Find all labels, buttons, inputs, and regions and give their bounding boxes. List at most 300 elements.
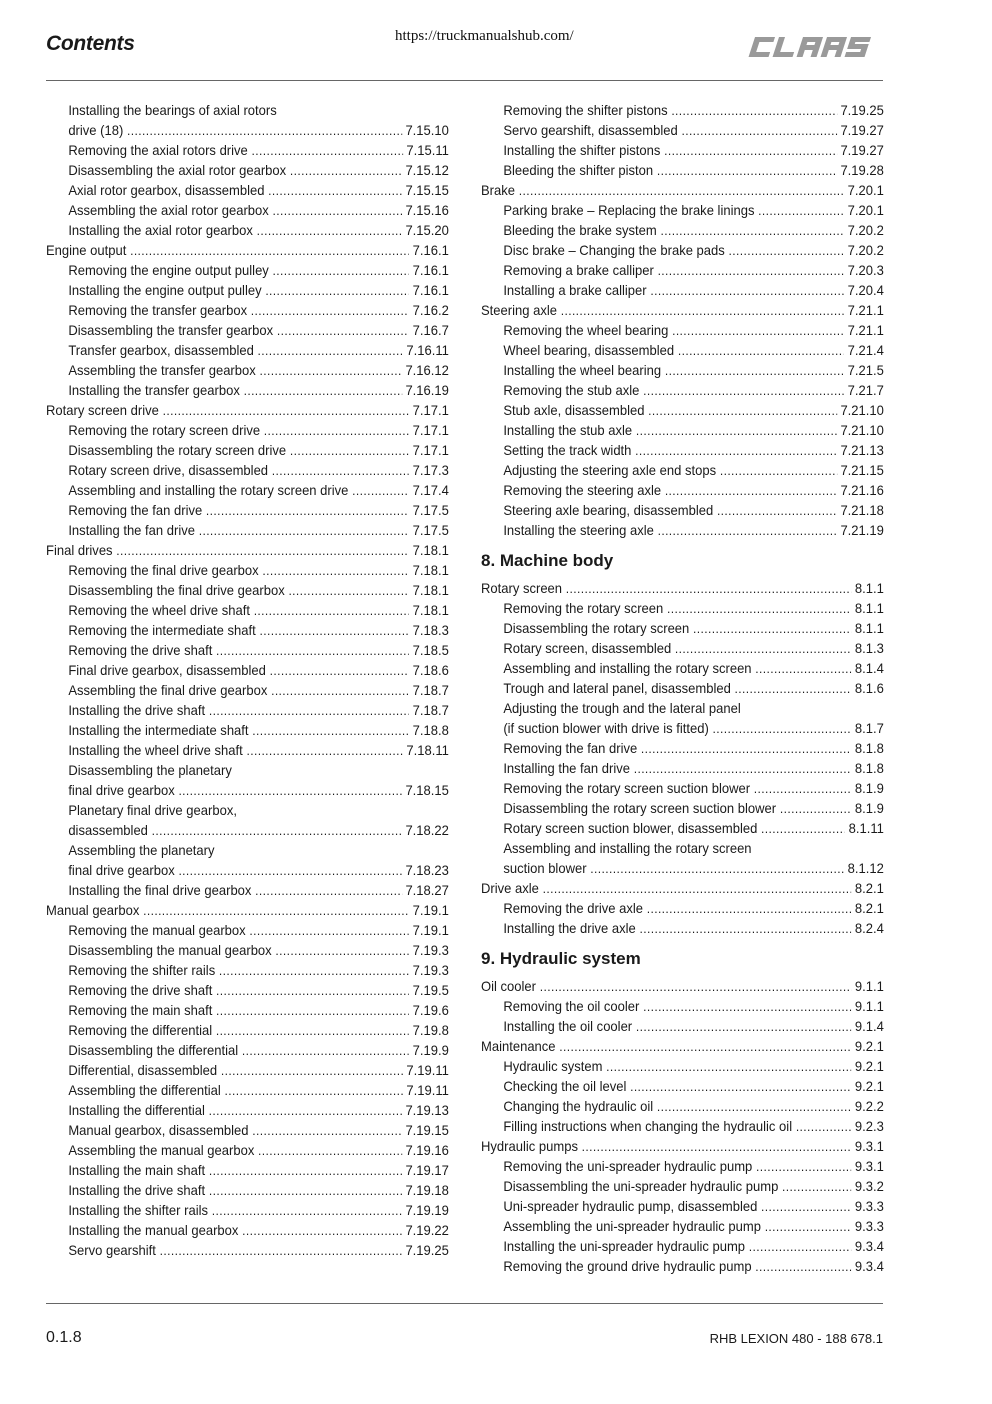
dot-leader	[713, 718, 852, 738]
dot-leader	[273, 260, 409, 280]
toc-entry-page: 7.17.1	[412, 442, 449, 458]
toc-entry-page: 9.2.3	[854, 1118, 884, 1134]
toc-entry-page: 7.21.4	[847, 342, 884, 358]
toc-entry-title: Assembling the transfer gearbox	[68, 362, 256, 378]
page-number: 0.1.8	[46, 1329, 82, 1346]
toc-entry-sub[interactable]	[481, 520, 884, 540]
toc-entry-sub[interactable]	[46, 980, 449, 1000]
toc-entry-sub[interactable]	[46, 420, 449, 440]
toc-entry-title: Removing a brake calliper	[503, 262, 654, 278]
toc-entry-sub[interactable]	[46, 1200, 449, 1220]
toc-entry-title: Engine output	[46, 242, 127, 258]
dot-leader	[681, 120, 836, 140]
toc-entry-title: Uni-spreader hydraulic pump, disassembled	[503, 1198, 758, 1214]
dot-leader	[658, 520, 837, 540]
toc-entry-sub[interactable]	[481, 500, 884, 520]
toc-entry-sub[interactable]	[481, 100, 884, 120]
toc-entry-title: Removing the manual gearbox	[68, 922, 246, 938]
toc-entry-sub[interactable]	[46, 1000, 449, 1020]
toc-entry-sub[interactable]	[46, 1080, 449, 1100]
toc-entry-sub[interactable]	[481, 638, 884, 658]
toc-entry-page: 7.18.3	[412, 622, 449, 638]
toc-entry-title: Assembling the planetary	[68, 842, 215, 858]
toc-entry-main[interactable]	[46, 900, 449, 920]
toc-entry-page: 7.15.15	[405, 182, 449, 198]
toc-entry-sub[interactable]	[46, 660, 449, 680]
toc-entry-page: 8.1.9	[854, 800, 884, 816]
toc-entry-sub[interactable]	[481, 1156, 884, 1176]
dot-leader	[257, 220, 402, 240]
toc-entry-sub[interactable]	[46, 640, 449, 660]
toc-entry-page: 7.21.16	[840, 482, 884, 498]
dot-leader	[259, 360, 401, 380]
toc-entry-main[interactable]	[46, 400, 449, 420]
toc-entry-sub[interactable]	[46, 1220, 449, 1240]
dot-leader	[754, 778, 851, 798]
toc-entry-title: Removing the fan drive	[503, 740, 638, 756]
toc-entry-title: Assembling and installing the rotary screen	[503, 660, 752, 676]
dot-leader	[765, 1216, 852, 1236]
toc-entry-sub[interactable]	[46, 1060, 449, 1080]
toc-entry-sub[interactable]	[46, 300, 449, 320]
dot-leader	[352, 480, 409, 500]
toc-entry-title: Removing the drive shaft	[68, 642, 213, 658]
toc-entry-title: Setting the track width	[503, 442, 632, 458]
toc-entry-sub[interactable]	[481, 1256, 884, 1276]
toc-entry-main[interactable]	[481, 976, 884, 996]
toc-entry-sub[interactable]	[46, 1100, 449, 1120]
toc-entry-sub[interactable]	[46, 880, 449, 900]
toc-entry-sub[interactable]	[46, 840, 449, 860]
toc-entry-page: 9.3.1	[854, 1158, 884, 1174]
toc-entry-page: 8.1.12	[847, 860, 884, 876]
dot-leader	[636, 420, 837, 440]
toc-entry-title: Parking brake – Replacing the brake linings	[503, 202, 755, 218]
toc-entry-sub[interactable]	[481, 658, 884, 678]
toc-entry-title: Wheel bearing, disassembled	[503, 342, 675, 358]
dot-leader	[729, 240, 844, 260]
toc-entry-title: Rotary screen, disassembled	[503, 640, 672, 656]
toc-entry-sub[interactable]	[481, 200, 884, 220]
source-url-link[interactable]: https://truckmanualshub.com/	[395, 28, 574, 44]
toc-entry-sub[interactable]	[481, 160, 884, 180]
toc-entry-sub[interactable]	[481, 420, 884, 440]
toc-entry-title: Differential, disassembled	[68, 1062, 218, 1078]
toc-entry-page: 7.16.7	[412, 322, 449, 338]
dot-leader	[290, 160, 402, 180]
dot-leader	[657, 160, 837, 180]
toc-entry-sub[interactable]	[46, 860, 449, 880]
toc-entry-sub[interactable]	[46, 320, 449, 340]
toc-entry-title: Installing the differential	[68, 1102, 205, 1118]
toc-entry-title: Installing the intermediate shaft	[68, 722, 249, 738]
toc-entry-sub[interactable]	[46, 500, 449, 520]
toc-entry-title: Disassembling the differential	[68, 1042, 239, 1058]
toc-entry-sub[interactable]	[46, 1240, 449, 1260]
toc-entry-sub[interactable]	[481, 1016, 884, 1036]
toc-entry-title: Trough and lateral panel, disassembled	[503, 680, 731, 696]
toc-entry-page: 7.15.16	[405, 202, 449, 218]
toc-entry-title: Disassembling the final drive gearbox	[68, 582, 285, 598]
toc-entry-title: Disassembling the manual gearbox	[68, 942, 272, 958]
toc-entry-title: Filling instructions when changing the hydraulic oil	[503, 1118, 793, 1134]
toc-entry-title: Removing the uni-spreader hydraulic pump	[503, 1158, 753, 1174]
toc-entry-main[interactable]	[481, 180, 884, 200]
toc-entry-title: Checking the oil level	[503, 1078, 627, 1094]
toc-entry-page: 9.3.1	[854, 1138, 884, 1154]
dot-leader	[199, 520, 409, 540]
toc-entry-title: Installing the wheel bearing	[503, 362, 662, 378]
toc-entry-sub[interactable]	[481, 400, 884, 420]
toc-entry-page: 7.15.20	[405, 222, 449, 238]
toc-entry-sub[interactable]	[481, 1236, 884, 1256]
toc-entry-sub[interactable]	[481, 838, 884, 858]
toc-entry-sub[interactable]	[481, 598, 884, 618]
toc-entry-title: Installing the final drive gearbox	[68, 882, 252, 898]
toc-entry-sub[interactable]	[481, 678, 884, 698]
toc-entry-title: Removing the final drive gearbox	[68, 562, 259, 578]
toc-entry-title: Assembling the axial rotor gearbox	[68, 202, 269, 218]
toc-entry-sub[interactable]	[46, 220, 449, 240]
toc-entry-main[interactable]	[481, 300, 884, 320]
dot-leader	[635, 440, 837, 460]
toc-entry-sub[interactable]	[481, 220, 884, 240]
toc-entry-page: 7.21.7	[847, 382, 884, 398]
toc-entry-sub[interactable]	[46, 140, 449, 160]
toc-entry-page: 7.17.1	[412, 402, 449, 418]
toc-entry-sub[interactable]	[46, 520, 449, 540]
toc-entry-sub[interactable]	[481, 460, 884, 480]
dot-leader	[143, 900, 409, 920]
toc-entry-sub[interactable]	[481, 1176, 884, 1196]
dot-leader	[761, 1196, 851, 1216]
toc-entry-page: 7.16.1	[412, 282, 449, 298]
toc-entry-title: Axial rotor gearbox, disassembled	[68, 182, 265, 198]
toc-entry-sub[interactable]	[481, 1056, 884, 1076]
toc-entry-sub[interactable]	[481, 918, 884, 938]
toc-entry-page: 9.1.4	[854, 1018, 884, 1034]
toc-entry-sub[interactable]	[481, 858, 884, 878]
toc-entry-page: 8.1.7	[854, 720, 884, 736]
dot-leader	[216, 1000, 409, 1020]
toc-entry-sub[interactable]	[46, 580, 449, 600]
toc-entry-title: Removing the wheel drive shaft	[68, 602, 250, 618]
toc-entry-title: Installing the fan drive	[68, 522, 195, 538]
toc-entry-title: Disassembling the axial rotor gearbox	[68, 162, 287, 178]
dot-leader	[160, 1240, 402, 1260]
toc-entry-sub[interactable]	[46, 280, 449, 300]
toc-entry-page: 8.1.1	[854, 620, 884, 636]
dot-leader	[543, 878, 852, 898]
toc-entry-page: 7.17.3	[412, 462, 449, 478]
dot-leader	[209, 700, 409, 720]
toc-entry-sub[interactable]	[481, 1196, 884, 1216]
toc-entry-title: Disassembling the transfer gearbox	[68, 322, 274, 338]
toc-entry-sub[interactable]	[481, 360, 884, 380]
page-title: Contents	[46, 32, 135, 55]
dot-leader	[660, 220, 843, 240]
toc-entry-title: Disassembling the planetary	[68, 762, 232, 778]
toc-entry-title: Installing the engine output pulley	[68, 282, 262, 298]
toc-entry-sub[interactable]	[46, 200, 449, 220]
toc-entry-title: Removing the intermediate shaft	[68, 622, 256, 638]
toc-entry-title: Oil cooler	[481, 978, 537, 994]
toc-entry-page: 7.19.27	[840, 142, 884, 158]
toc-entry-page: 7.18.7	[412, 702, 449, 718]
toc-entry-sub[interactable]	[481, 758, 884, 778]
toc-entry-page: 8.2.4	[854, 920, 884, 936]
toc-entry-sub[interactable]	[46, 740, 449, 760]
toc-entry-title: Rotary screen drive	[46, 402, 159, 418]
toc-entry-sub[interactable]	[46, 1180, 449, 1200]
toc-entry-title: Removing the rotary screen suction blower	[503, 780, 751, 796]
dot-leader	[225, 1080, 403, 1100]
toc-entry-title: Adjusting the steering axle end stops	[503, 462, 717, 478]
toc-entry-page: 7.20.3	[847, 262, 884, 278]
toc-entry-page: 7.18.22	[405, 822, 449, 838]
claas-logo	[746, 34, 874, 65]
dot-leader	[265, 280, 409, 300]
toc-entry-page: 7.21.1	[847, 302, 884, 318]
toc-entry-sub[interactable]	[481, 718, 884, 738]
toc-entry-sub[interactable]	[46, 700, 449, 720]
toc-entry-page: 7.18.8	[412, 722, 449, 738]
toc-entry-sub[interactable]	[46, 460, 449, 480]
toc-entry-title: Assembling and installing the rotary screen drive	[68, 482, 349, 498]
toc-entry-page: 7.19.18	[405, 1182, 449, 1198]
dot-leader	[590, 858, 844, 878]
toc-entry-page: 7.19.27	[840, 122, 884, 138]
toc-entry-sub[interactable]	[46, 180, 449, 200]
dot-leader	[255, 880, 402, 900]
toc-entry-sub[interactable]	[481, 1216, 884, 1236]
dot-leader	[254, 600, 409, 620]
toc-entry-page: 7.21.1	[847, 322, 884, 338]
toc-entry-title: Drive axle	[481, 880, 539, 896]
toc-entry-page: 7.17.4	[412, 482, 449, 498]
toc-entry-sub[interactable]	[481, 240, 884, 260]
toc-entry-title: Servo gearshift	[68, 1242, 156, 1258]
toc-entry-page: 7.18.1	[412, 542, 449, 558]
toc-entry-page: 9.1.1	[854, 978, 884, 994]
dot-leader	[258, 1140, 402, 1160]
toc-entry-title: Installing the main shaft	[68, 1162, 206, 1178]
toc-entry-sub[interactable]	[481, 1116, 884, 1136]
toc-entry-page: 8.1.9	[854, 780, 884, 796]
toc-entry-sub[interactable]	[481, 260, 884, 280]
toc-entry-title: Adjusting the trough and the lateral panel	[503, 700, 741, 716]
toc-entry-title: Installing the bearings of axial rotors	[68, 102, 277, 118]
dot-leader	[246, 740, 402, 760]
toc-entry-sub[interactable]	[481, 280, 884, 300]
dot-leader	[630, 1076, 851, 1096]
dot-leader	[271, 680, 409, 700]
toc-entry-title: Removing the shifter pistons	[503, 102, 668, 118]
toc-entry-sub[interactable]	[46, 1120, 449, 1140]
toc-entry-sub[interactable]	[481, 698, 884, 718]
toc-entry-title: Disassembling the rotary screen	[503, 620, 690, 636]
toc-entry-page: 7.15.12	[405, 162, 449, 178]
dot-leader	[796, 1116, 851, 1136]
toc-entry-sub[interactable]	[46, 780, 449, 800]
toc-entry-page: 7.18.6	[412, 662, 449, 678]
toc-entry-sub[interactable]	[481, 340, 884, 360]
toc-entry-sub[interactable]	[481, 798, 884, 818]
toc-entry-title: Installing the oil cooler	[503, 1018, 633, 1034]
toc-entry-sub[interactable]	[46, 120, 449, 140]
toc-entry-page: 7.16.2	[412, 302, 449, 318]
toc-entry-sub[interactable]	[481, 380, 884, 400]
dot-leader	[643, 996, 851, 1016]
toc-entry-page: 7.20.2	[847, 222, 884, 238]
toc-entry-sub[interactable]	[46, 820, 449, 840]
toc-entry-page: 8.1.11	[848, 820, 884, 836]
toc-entry-title: suction blower	[503, 860, 587, 876]
dot-leader	[647, 898, 851, 918]
toc-entry-page: 7.19.17	[405, 1162, 449, 1178]
toc-entry-page: 7.21.5	[847, 362, 884, 378]
toc-entry-page: 8.1.3	[854, 640, 884, 656]
toc-entry-sub[interactable]	[481, 120, 884, 140]
dot-leader	[717, 500, 837, 520]
toc-entry-sub[interactable]	[46, 620, 449, 640]
toc-entry-sub[interactable]	[481, 1076, 884, 1096]
dot-leader	[782, 1176, 851, 1196]
toc-entry-title: Removing the drive shaft	[68, 982, 213, 998]
toc-entry-title: Rotary screen	[481, 580, 563, 596]
dot-leader	[219, 960, 409, 980]
toc-entry-page: 7.19.28	[840, 162, 884, 178]
toc-entry-title: Final drive gearbox, disassembled	[68, 662, 266, 678]
toc-entry-title: Installing the wheel drive shaft	[68, 742, 243, 758]
footer-divider	[46, 1303, 883, 1304]
toc-entry-sub[interactable]	[46, 680, 449, 700]
dot-leader	[264, 420, 409, 440]
toc-entry-page: 9.3.4	[854, 1238, 884, 1254]
toc-entry-page: 7.21.19	[840, 522, 884, 538]
toc-entry-title: Manual gearbox	[46, 902, 140, 918]
toc-entry-sub[interactable]	[46, 920, 449, 940]
dot-leader	[519, 180, 844, 200]
dot-leader	[658, 260, 844, 280]
toc-entry-sub[interactable]	[46, 1040, 449, 1060]
toc-entry-title: Installing the drive shaft	[68, 702, 206, 718]
toc-entry-page: 7.15.11	[406, 142, 449, 158]
toc-entry-page: 9.3.3	[854, 1218, 884, 1234]
toc-entry-title: Manual gearbox, disassembled	[68, 1122, 249, 1138]
dot-leader	[735, 678, 852, 698]
toc-entry-sub[interactable]	[46, 1160, 449, 1180]
toc-entry-sub[interactable]	[481, 738, 884, 758]
dot-leader	[116, 540, 409, 560]
toc-entry-title: final drive gearbox	[68, 782, 175, 798]
toc-entry-sub[interactable]	[481, 818, 884, 838]
toc-entry-sub[interactable]	[481, 480, 884, 500]
toc-entry-sub[interactable]	[46, 360, 449, 380]
dot-leader	[650, 280, 844, 300]
dot-leader	[242, 1220, 402, 1240]
toc-entry-page: 7.17.1	[412, 422, 449, 438]
toc-entry-page: 7.19.22	[405, 1222, 449, 1238]
toc-entry-title: Installing a brake calliper	[503, 282, 647, 298]
toc-entry-main[interactable]	[46, 240, 449, 260]
toc-entry-page: 7.18.23	[405, 862, 449, 878]
toc-entry-sub[interactable]	[46, 560, 449, 580]
toc-entry-sub[interactable]	[46, 1020, 449, 1040]
dot-leader	[671, 100, 836, 120]
toc-entry-page: 7.19.6	[412, 1002, 449, 1018]
toc-entry-sub[interactable]	[481, 440, 884, 460]
dot-leader	[643, 380, 844, 400]
toc-entry-sub[interactable]	[481, 778, 884, 798]
toc-entry-page: 7.19.13	[405, 1102, 449, 1118]
toc-entry-main[interactable]	[481, 1136, 884, 1156]
toc-entry-sub[interactable]	[46, 440, 449, 460]
toc-entry-sub[interactable]	[46, 960, 449, 980]
claas-logo-graphic	[746, 34, 874, 60]
toc-entry-sub[interactable]	[481, 320, 884, 340]
section-heading: 9. Hydraulic system	[481, 949, 641, 968]
toc-entry-sub[interactable]	[46, 380, 449, 400]
dot-leader	[275, 940, 409, 960]
dot-leader	[665, 360, 844, 380]
toc-entry-sub[interactable]	[46, 760, 449, 780]
toc-entry-sub[interactable]	[46, 100, 449, 120]
toc-entry-title: Disassembling the rotary screen suction blower	[503, 800, 777, 816]
toc-entry-title: Rotary screen drive, disassembled	[68, 462, 269, 478]
dot-leader	[262, 560, 409, 580]
toc-entry-sub[interactable]	[46, 480, 449, 500]
toc-entry-sub[interactable]	[481, 618, 884, 638]
toc-entry-page: 7.19.25	[405, 1242, 449, 1258]
toc-entry-sub[interactable]	[46, 160, 449, 180]
toc-entry-page: 7.17.5	[412, 502, 449, 518]
toc-entry-page: 7.19.1	[412, 922, 449, 938]
toc-entry-sub[interactable]	[481, 140, 884, 160]
toc-entry-page: 9.3.3	[854, 1198, 884, 1214]
toc-entry-sub[interactable]	[46, 260, 449, 280]
toc-entry-title: Changing the hydraulic oil	[503, 1098, 654, 1114]
toc-entry-title: Assembling the manual gearbox	[68, 1142, 255, 1158]
toc-entry-page: 7.19.3	[412, 962, 449, 978]
toc-entry-page: 7.18.1	[412, 582, 449, 598]
dot-leader	[252, 140, 403, 160]
toc-entry-main[interactable]	[481, 878, 884, 898]
toc-entry-sub[interactable]	[46, 800, 449, 820]
toc-entry-page: 7.17.5	[412, 522, 449, 538]
toc-entry-title: Removing the drive axle	[503, 900, 643, 916]
toc-entry-page: 7.19.15	[405, 1122, 449, 1138]
toc-entry-sub[interactable]	[46, 600, 449, 620]
toc-entry-page: 7.19.11	[406, 1082, 449, 1098]
toc-entry-sub[interactable]	[46, 720, 449, 740]
toc-entry-page: 7.21.13	[840, 442, 884, 458]
toc-entry-sub[interactable]	[481, 1096, 884, 1116]
toc-entry-main[interactable]	[481, 1036, 884, 1056]
toc-entry-sub[interactable]	[46, 1140, 449, 1160]
toc-entry-sub[interactable]	[46, 940, 449, 960]
toc-entry-page: 7.20.1	[847, 202, 884, 218]
toc-entry-page: 7.19.16	[405, 1142, 449, 1158]
dot-leader	[209, 1100, 402, 1120]
toc-entry-sub[interactable]	[481, 898, 884, 918]
toc-entry-main[interactable]	[46, 540, 449, 560]
toc-entry-sub[interactable]	[46, 340, 449, 360]
toc-entry-title: Removing the engine output pulley	[68, 262, 269, 278]
toc-entry-sub[interactable]	[481, 996, 884, 1016]
toc-entry-page: 8.2.1	[854, 880, 884, 896]
toc-entry-main[interactable]	[481, 578, 884, 598]
